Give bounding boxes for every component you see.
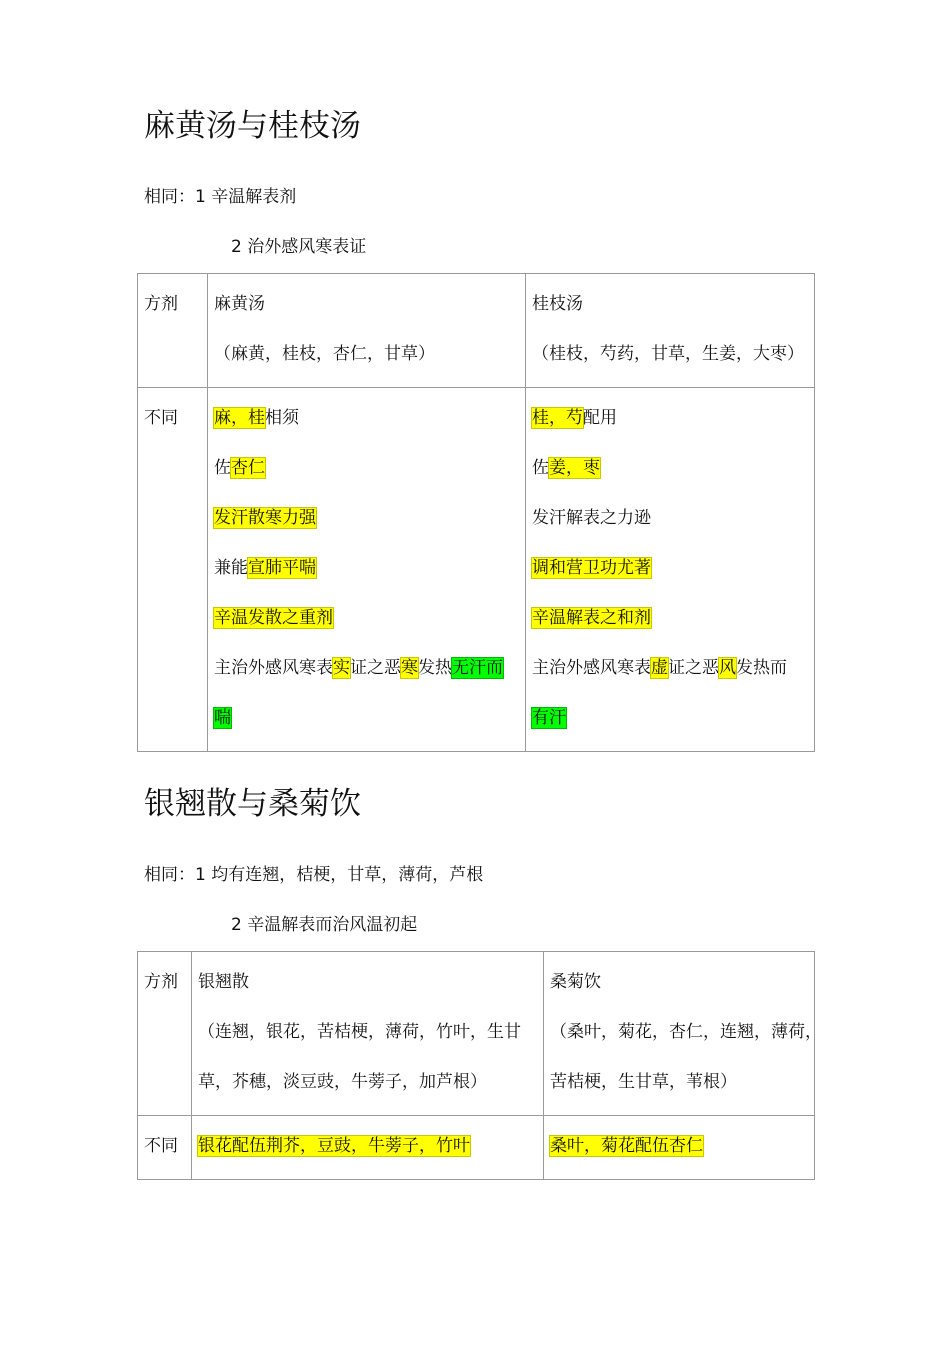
formula-name: 桂枝汤 (532, 294, 583, 314)
list-item (214, 494, 521, 544)
highlight-text: 姜，枣 (549, 458, 600, 478)
text-fragment: 证之恶 (668, 658, 719, 678)
formula-name: 麻黄汤 (214, 294, 265, 314)
list-item (532, 494, 810, 544)
highlight-text: 银花配伍荆芥，豆豉，牛蒡子，竹叶 (198, 1136, 470, 1156)
highlight-text: 辛温发散之重剂 (214, 608, 333, 628)
highlight-text: 麻，桂 (214, 408, 265, 428)
highlight-text: 虚 (651, 658, 668, 678)
highlight-text: 桂，芍 (532, 408, 583, 428)
text-fragment: 发热而 (736, 658, 787, 678)
highlight-text: 杏仁 (231, 458, 265, 478)
highlight-text: 寒 (401, 658, 418, 678)
highlight-text: 实 (333, 658, 350, 678)
highlight-text: 桑叶，菊花配伍杏仁 (550, 1136, 703, 1156)
list-item (532, 694, 810, 744)
col1-header (192, 952, 544, 1116)
list-item (532, 444, 810, 494)
list-item (214, 544, 521, 594)
list-item (214, 394, 521, 444)
label-diff: 不同 (144, 408, 178, 428)
highlight-text: 宣肺平喘 (248, 558, 316, 578)
list-item (214, 694, 521, 744)
col1-diff (208, 388, 526, 752)
header-cell (138, 274, 208, 388)
formula-ingredients: （连翘，银花，苦桔梗，薄荷，竹叶，生甘 (198, 1022, 521, 1042)
formula-ingredients: （桑叶，菊花，杏仁，连翘，薄荷， (550, 1022, 822, 1042)
text-fragment: 证之恶 (350, 658, 401, 678)
list-item (532, 594, 810, 644)
text-fragment: 相须 (265, 408, 299, 428)
diff-cell (138, 1116, 192, 1180)
section2-table (137, 951, 822, 1180)
text-fragment: 主治外感风寒表 (532, 658, 651, 678)
text-fragment: 发热 (418, 658, 452, 678)
col1-diff (192, 1116, 544, 1180)
table-row (138, 952, 815, 1116)
table-row (138, 274, 815, 388)
label-diff: 不同 (144, 1136, 178, 1156)
col2-diff (544, 1116, 815, 1180)
highlight-text: 辛温解表之和剂 (532, 608, 651, 628)
label-formula: 方剂 (144, 972, 178, 992)
section2-title: 银翘散与桑菊饮 (144, 786, 361, 822)
text-fragment: 兼能 (214, 558, 248, 578)
text-fragment: 配用 (583, 408, 617, 428)
list-item (532, 394, 810, 444)
formula-ingredients: （麻黄，桂枝，杏仁，甘草） (214, 344, 435, 364)
formula-name: 银翘散 (198, 972, 249, 992)
list-item (532, 544, 810, 594)
text-fragment: 佐 (532, 458, 549, 478)
col2-diff (526, 388, 815, 752)
formula-ingredients: 苦桔梗，生甘草，苇根） (550, 1072, 737, 1092)
section2-same-2: 2 辛温解表而治风温初起 (231, 915, 418, 935)
section1-same-1: 相同：1 辛温解表剂 (144, 187, 297, 207)
highlight-text: 风 (719, 658, 736, 678)
col2-header (544, 952, 822, 1116)
section2-same-1: 相同：1 均有连翘，桔梗，甘草，薄荷，芦根 (144, 865, 484, 885)
table-row (138, 1116, 815, 1180)
text-fragment: 主治外感风寒表 (214, 658, 333, 678)
list-item (532, 644, 810, 694)
diff-cell (138, 388, 208, 752)
formula-ingredients: （桂枝，芍药，甘草，生姜，大枣） (532, 344, 804, 364)
highlight-text: 无汗而 (452, 658, 503, 678)
col2-header (526, 274, 815, 388)
formula-name: 桑菊饮 (550, 972, 601, 992)
section1-same-2: 2 治外感风寒表证 (231, 237, 367, 257)
text-fragment: 发汗解表之力逊 (532, 508, 651, 528)
table-row (138, 388, 815, 752)
section1-table (137, 273, 815, 752)
header-cell (138, 952, 192, 1116)
label-formula: 方剂 (144, 294, 178, 314)
list-item (214, 644, 521, 694)
list-item (214, 594, 521, 644)
list-item (214, 444, 521, 494)
formula-ingredients: 草，芥穗，淡豆豉，牛蒡子，加芦根） (198, 1072, 487, 1092)
highlight-text: 有汗 (532, 708, 566, 728)
col1-header (208, 274, 526, 388)
text-fragment: 佐 (214, 458, 231, 478)
highlight-text: 喘 (214, 708, 231, 728)
highlight-text: 调和营卫功尤著 (532, 558, 651, 578)
highlight-text: 发汗散寒力强 (214, 508, 316, 528)
section1-title: 麻黄汤与桂枝汤 (144, 108, 361, 144)
